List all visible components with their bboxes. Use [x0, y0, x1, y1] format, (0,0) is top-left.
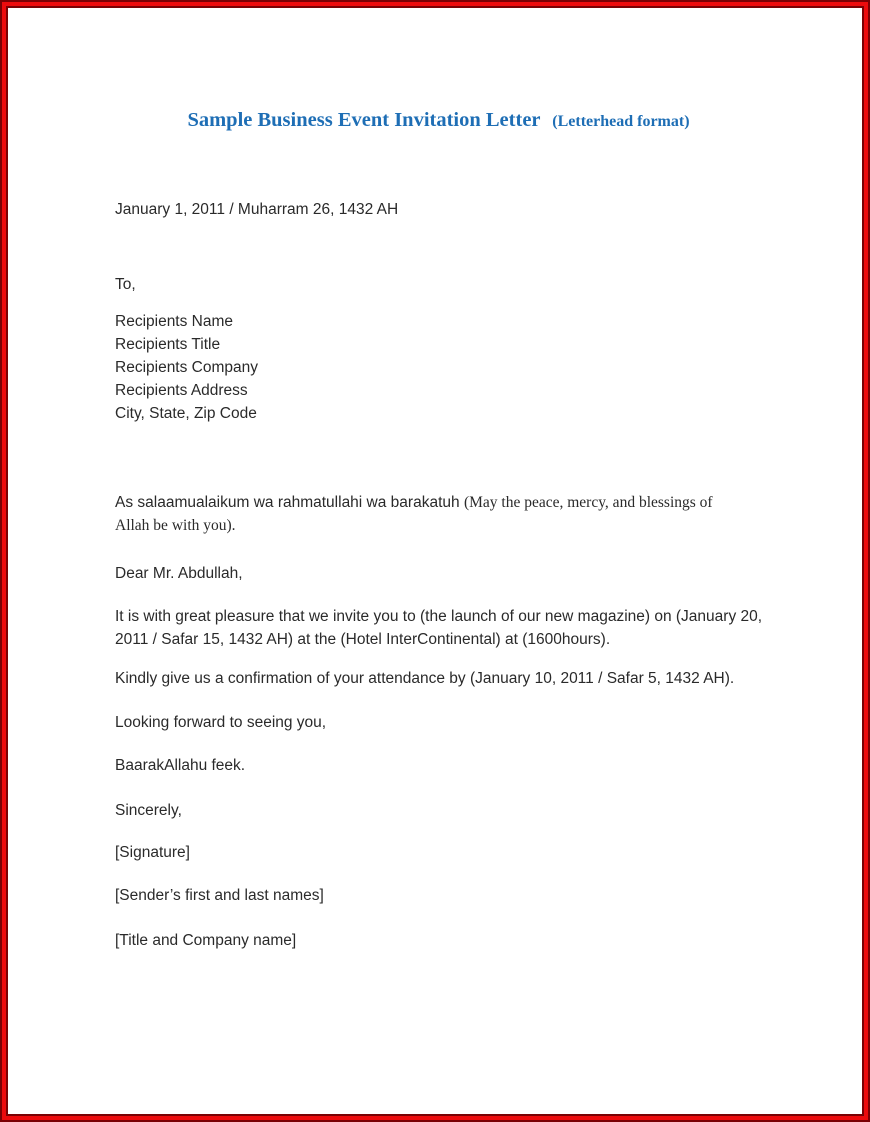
signoff-sincerely-line: Sincerely, — [115, 802, 182, 819]
date-line: January 1, 2011 / Muharram 26, 1432 AH — [115, 201, 399, 218]
letter-title — [115, 104, 762, 134]
salutation-transliteration: As salaamualaikum wa rahmatullahi wa barakatuh — [115, 494, 464, 511]
invitation-line1: It is with great pleasure that we invite you to (the launch of our new magazine) on (January 20, — [115, 608, 763, 625]
salutation-translation-part2: Allah be with you). — [115, 517, 236, 534]
letter-page — [8, 8, 862, 1114]
invitation-line2: 2011 / Safar 15, 1432 AH) at the (Hotel InterContinental) at (1600hours). — [115, 631, 611, 648]
blessing-line: BaarakAllahu feek. — [115, 757, 246, 774]
salutation-translation-part1: (May the peace, mercy, and blessings of — [463, 494, 713, 511]
confirmation-request-line: Kindly give us a confirmation of your attendance by (January 10, 2011 / Safar 5, 1432 AH). — [115, 670, 735, 687]
title-company-placeholder-line: [Title and Company name] — [115, 932, 297, 949]
sender-name-placeholder-line: [Sender’s first and last names] — [115, 887, 324, 904]
closing-remark-line: Looking forward to seeing you, — [115, 714, 327, 731]
recipient-name-line: Recipients Name — [115, 313, 234, 330]
page-border-inner-line — [6, 6, 864, 1116]
recipient-address-block — [115, 310, 762, 425]
greeting-line: Dear Mr. Abdullah, — [115, 565, 243, 582]
page-border-band — [2, 2, 868, 1120]
signature-placeholder-line: [Signature] — [115, 844, 190, 861]
recipient-address-line: Recipients Address — [115, 382, 248, 399]
recipient-company-line: Recipients Company — [115, 359, 259, 376]
letter-title-format-note: (Letterhead format) — [552, 113, 690, 130]
recipient-city-state-zip-line: City, State, Zip Code — [115, 405, 257, 422]
salutation-line1 — [115, 491, 762, 514]
invitation-paragraph — [115, 605, 762, 651]
recipient-title-line: Recipients Title — [115, 336, 221, 353]
islamic-salutation — [115, 491, 762, 537]
letter-title-main: Sample Business Event Invitation Letter — [187, 109, 541, 131]
to-label: To, — [115, 276, 136, 293]
